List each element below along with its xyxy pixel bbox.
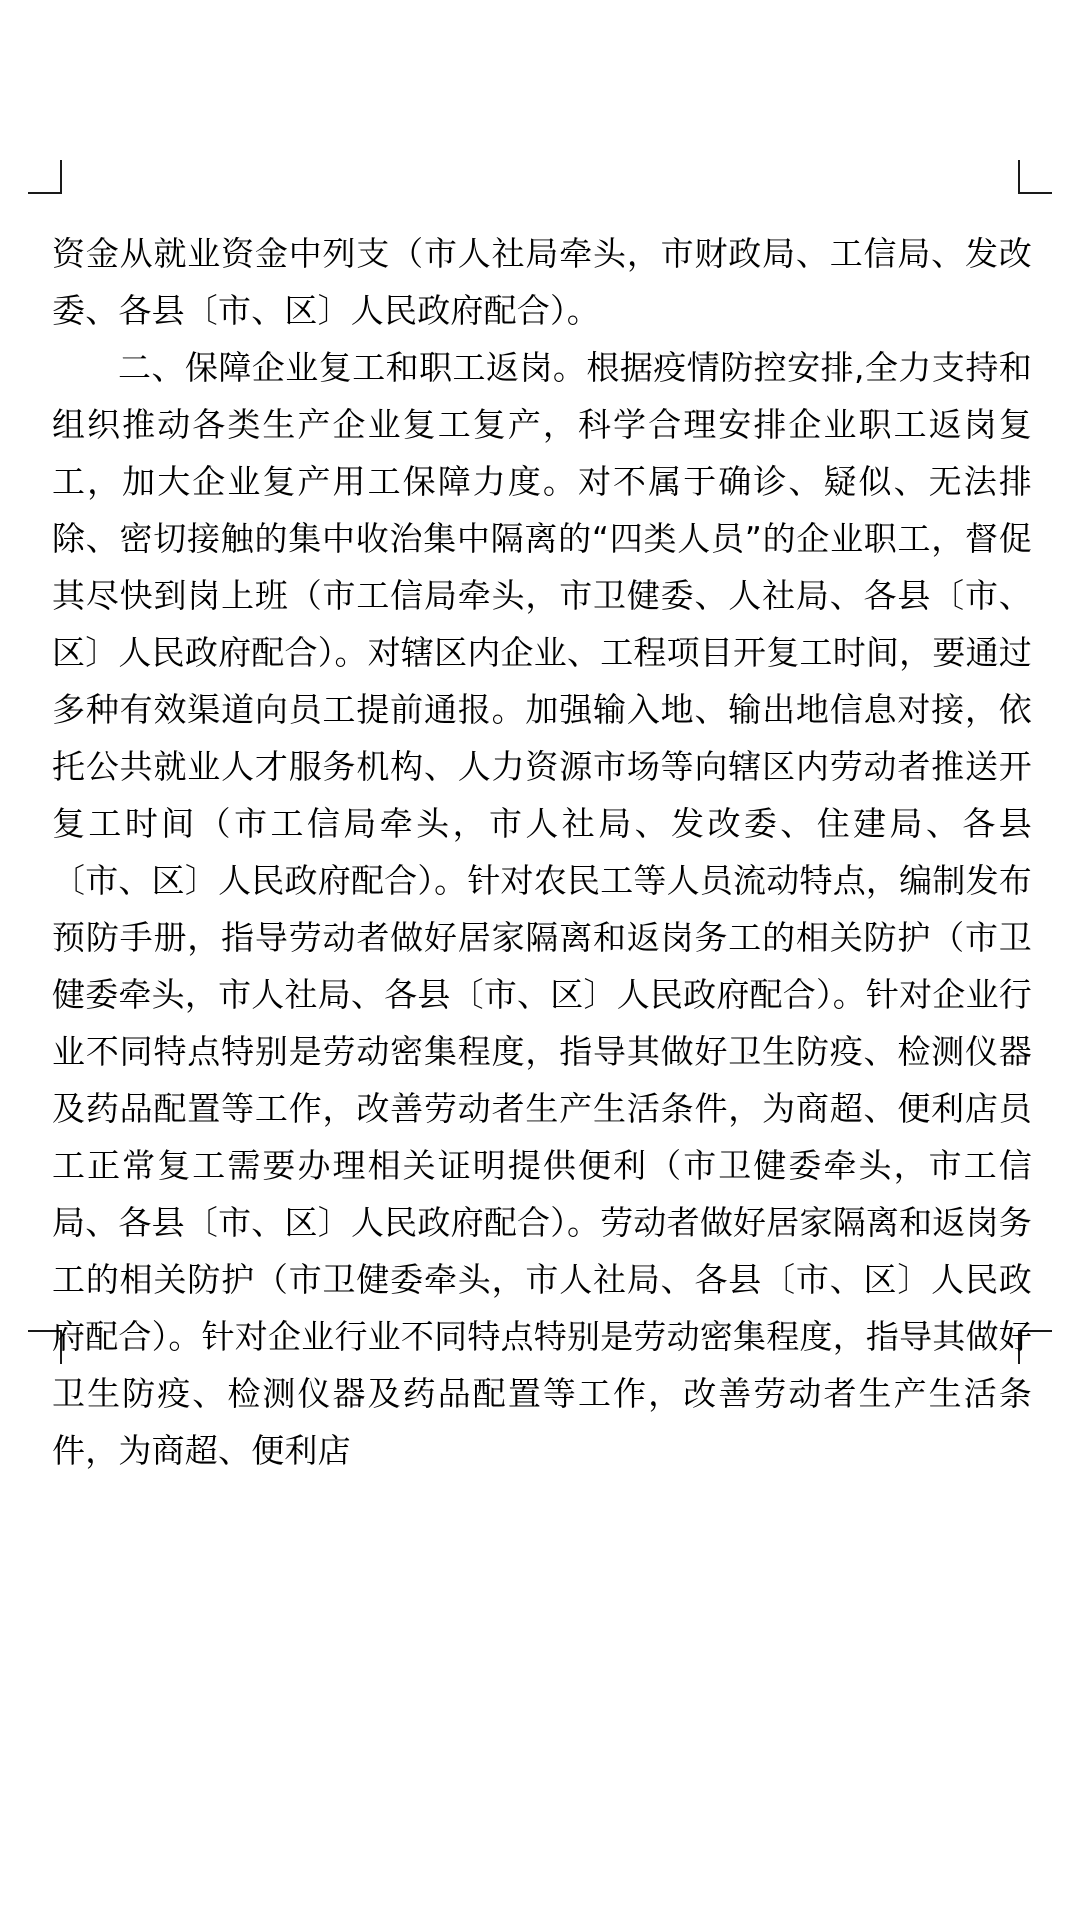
document-body: [52, 225, 1032, 1479]
crop-mark-top-left: [28, 160, 62, 194]
crop-mark-top-right: [1018, 160, 1052, 194]
paragraph-2: 二、保障企业复工和职工返岗。根据疫情防控安排,全力支持和组织推动各类生产企业复工复产，科学合理安排企业职工返岗复工，加大企业复产用工保障力度。对不属于确诊、疑似、无法排除、密切接触的集中收治集中隔离的“四类人员”的企业职工，督促其尽快到岗上班（市工信局牵头，市卫健委、人社局、各县〔市、区〕人民政府配合）。对辖区内企业、工程项目开复工时间，要通过多种有效渠道向员工提前通报。加强输入地、输出地信息对接，依托公共就业人才服务机构、人力资源市场等向辖区内劳动者推送开复工时间（市工信局牵头，市人社局、发改委、住建局、各县〔市、区〕人民政府配合）。针对农民工等人员流动特点，编制发布预防手册，指导劳动者做好居家隔离和返岗务工的相关防护（市卫健委牵头，市人社局、各县〔市、区〕人民政府配合）。针对企业行业不同特点特别是劳动密集程度，指导其做好卫生防疫、检测仪器及药品配置等工作，改善劳动者生产生活条件，为商超、便利店员工正常复工需要办理相关证明提供便利（市卫健委牵头，市工信局、各县〔市、区〕人民政府配合）。劳动者做好居家隔离和返岗务工的相关防护（市卫健委牵头，市人社局、各县〔市、区〕人民政府配合）。针对企业行业不同特点特别是劳动密集程度，指导其做好卫生防疫、检测仪器及药品配置等工作，改善劳动者生产生活条件，为商超、便利店: [52, 348, 1032, 1470]
paragraph-1: 资金从就业资金中列支（市人社局牵头，市财政局、工信局、发改委、各县〔市、区〕人民政府配合）。: [52, 234, 1032, 330]
